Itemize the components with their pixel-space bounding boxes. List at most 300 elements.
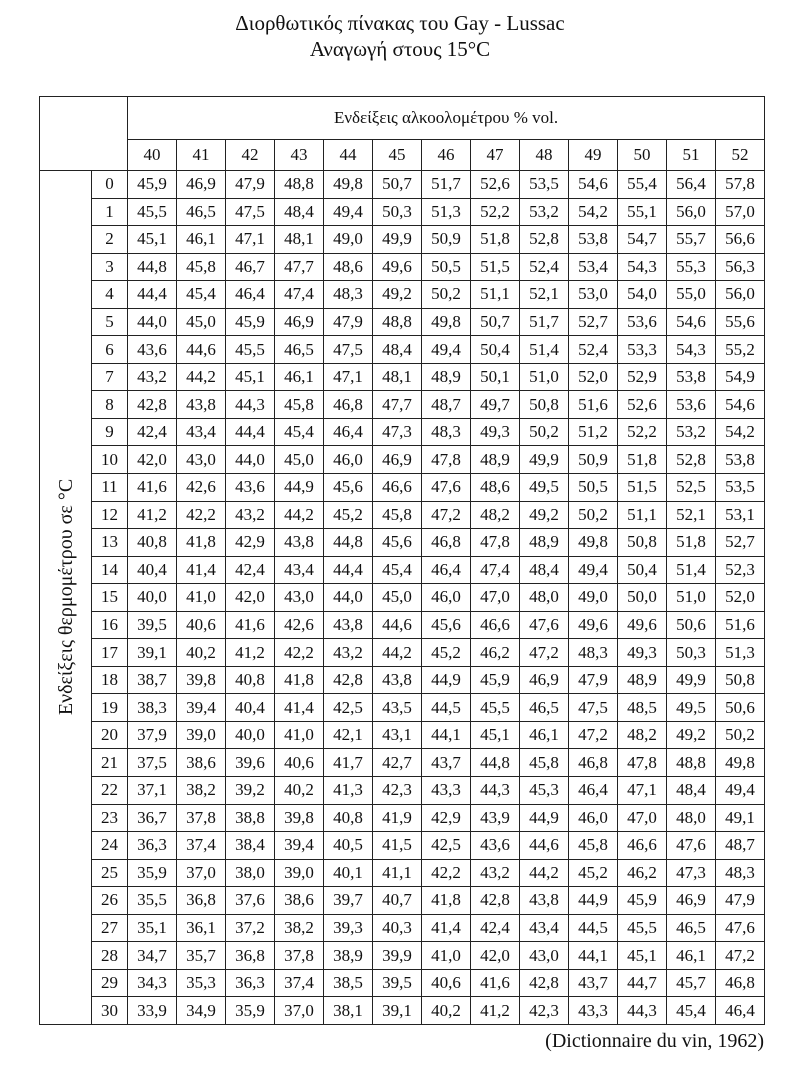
value-cell: 42,6 — [275, 611, 324, 639]
value-cell: 47,2 — [422, 501, 471, 529]
value-cell: 50,9 — [569, 446, 618, 474]
value-cell: 48,9 — [618, 666, 667, 694]
value-cell: 51,1 — [618, 501, 667, 529]
value-cell: 56,3 — [716, 253, 765, 281]
value-cell: 44,3 — [226, 391, 275, 419]
value-cell: 53,1 — [716, 501, 765, 529]
value-cell: 50,2 — [716, 721, 765, 749]
value-cell: 35,5 — [128, 887, 177, 915]
value-cell: 53,5 — [716, 474, 765, 502]
table-row — [40, 749, 765, 777]
value-cell: 50,4 — [471, 336, 520, 364]
value-cell: 49,2 — [373, 281, 422, 309]
value-cell: 52,1 — [520, 281, 569, 309]
value-cell: 43,8 — [177, 391, 226, 419]
value-cell: 44,2 — [520, 859, 569, 887]
value-cell: 44,2 — [177, 363, 226, 391]
value-cell: 44,5 — [569, 914, 618, 942]
value-cell: 43,8 — [373, 666, 422, 694]
value-cell: 53,6 — [667, 391, 716, 419]
column-header: 50 — [618, 140, 667, 171]
value-cell: 53,8 — [569, 226, 618, 254]
value-cell: 53,8 — [716, 446, 765, 474]
value-cell: 53,2 — [667, 418, 716, 446]
column-header: 41 — [177, 140, 226, 171]
value-cell: 38,2 — [177, 777, 226, 805]
value-cell: 51,6 — [716, 611, 765, 639]
source-note: (Dictionnaire du vin, 1962) — [545, 1030, 764, 1052]
table-row — [40, 529, 765, 557]
value-cell: 39,3 — [324, 914, 373, 942]
value-cell: 45,8 — [520, 749, 569, 777]
column-header: 49 — [569, 140, 618, 171]
value-cell: 48,6 — [324, 253, 373, 281]
table-row — [40, 942, 765, 970]
value-cell: 43,6 — [226, 474, 275, 502]
value-cell: 48,3 — [324, 281, 373, 309]
value-cell: 38,3 — [128, 694, 177, 722]
value-cell: 37,8 — [177, 804, 226, 832]
value-cell: 54,2 — [716, 418, 765, 446]
value-cell: 51,6 — [569, 391, 618, 419]
value-cell: 55,4 — [618, 171, 667, 199]
value-cell: 37,4 — [275, 969, 324, 997]
value-cell: 36,8 — [177, 887, 226, 915]
value-cell: 43,5 — [373, 694, 422, 722]
value-cell: 44,9 — [520, 804, 569, 832]
value-cell: 47,5 — [226, 198, 275, 226]
value-cell: 43,9 — [471, 804, 520, 832]
value-cell: 43,4 — [177, 418, 226, 446]
value-cell: 43,2 — [471, 859, 520, 887]
table-row — [40, 914, 765, 942]
corner-cell — [40, 97, 128, 171]
value-cell: 48,8 — [275, 171, 324, 199]
value-cell: 40,4 — [226, 694, 275, 722]
value-cell: 44,0 — [324, 584, 373, 612]
value-cell: 46,5 — [177, 198, 226, 226]
value-cell: 47,2 — [569, 721, 618, 749]
value-cell: 37,5 — [128, 749, 177, 777]
value-cell: 45,1 — [618, 942, 667, 970]
value-cell: 42,9 — [422, 804, 471, 832]
table-row — [40, 391, 765, 419]
value-cell: 46,1 — [520, 721, 569, 749]
value-cell: 51,8 — [618, 446, 667, 474]
value-cell: 51,5 — [471, 253, 520, 281]
value-cell: 44,0 — [226, 446, 275, 474]
value-cell: 43,3 — [422, 777, 471, 805]
value-cell: 40,6 — [275, 749, 324, 777]
value-cell: 45,5 — [618, 914, 667, 942]
value-cell: 52,9 — [618, 363, 667, 391]
value-cell: 40,2 — [177, 639, 226, 667]
value-cell: 46,9 — [275, 308, 324, 336]
value-cell: 42,0 — [226, 584, 275, 612]
column-header: 46 — [422, 140, 471, 171]
value-cell: 50,0 — [618, 584, 667, 612]
value-cell: 48,4 — [667, 777, 716, 805]
value-cell: 43,0 — [177, 446, 226, 474]
value-cell: 33,9 — [128, 997, 177, 1025]
value-cell: 52,7 — [569, 308, 618, 336]
temperature-cell: 7 — [92, 363, 128, 391]
value-cell: 48,4 — [520, 556, 569, 584]
temperature-cell: 29 — [92, 969, 128, 997]
value-cell: 44,5 — [422, 694, 471, 722]
value-cell: 42,8 — [128, 391, 177, 419]
value-cell: 47,2 — [716, 942, 765, 970]
value-cell: 41,9 — [373, 804, 422, 832]
column-header-row — [40, 140, 765, 171]
value-cell: 46,8 — [569, 749, 618, 777]
value-cell: 44,0 — [128, 308, 177, 336]
value-cell: 49,8 — [716, 749, 765, 777]
table-row — [40, 777, 765, 805]
value-cell: 49,3 — [471, 418, 520, 446]
value-cell: 45,4 — [667, 997, 716, 1025]
value-cell: 39,9 — [373, 942, 422, 970]
temperature-cell: 4 — [92, 281, 128, 309]
value-cell: 49,4 — [422, 336, 471, 364]
value-cell: 44,4 — [128, 281, 177, 309]
value-cell: 40,0 — [226, 721, 275, 749]
table-row — [40, 446, 765, 474]
value-cell: 45,9 — [471, 666, 520, 694]
value-cell: 44,6 — [373, 611, 422, 639]
value-cell: 42,2 — [177, 501, 226, 529]
value-cell: 45,8 — [373, 501, 422, 529]
value-cell: 42,4 — [226, 556, 275, 584]
value-cell: 45,8 — [569, 832, 618, 860]
value-cell: 41,4 — [275, 694, 324, 722]
temperature-cell: 1 — [92, 198, 128, 226]
temperature-cell: 14 — [92, 556, 128, 584]
value-cell: 40,2 — [275, 777, 324, 805]
value-cell: 47,7 — [373, 391, 422, 419]
temperature-cell: 6 — [92, 336, 128, 364]
value-cell: 41,4 — [177, 556, 226, 584]
value-cell: 48,1 — [275, 226, 324, 254]
value-cell: 47,8 — [618, 749, 667, 777]
value-cell: 44,2 — [373, 639, 422, 667]
table-row — [40, 721, 765, 749]
value-cell: 37,0 — [177, 859, 226, 887]
value-cell: 49,6 — [569, 611, 618, 639]
temperature-cell: 25 — [92, 859, 128, 887]
value-cell: 43,4 — [275, 556, 324, 584]
value-cell: 39,5 — [128, 611, 177, 639]
value-cell: 45,1 — [471, 721, 520, 749]
value-cell: 50,2 — [569, 501, 618, 529]
value-cell: 55,1 — [618, 198, 667, 226]
value-cell: 49,3 — [618, 639, 667, 667]
value-cell: 41,2 — [226, 639, 275, 667]
temperature-cell: 24 — [92, 832, 128, 860]
value-cell: 48,1 — [373, 363, 422, 391]
value-cell: 40,5 — [324, 832, 373, 860]
value-cell: 35,1 — [128, 914, 177, 942]
value-cell: 53,4 — [569, 253, 618, 281]
table-row — [40, 418, 765, 446]
value-cell: 40,3 — [373, 914, 422, 942]
value-cell: 41,2 — [128, 501, 177, 529]
value-cell: 46,0 — [422, 584, 471, 612]
temperature-cell: 13 — [92, 529, 128, 557]
value-cell: 39,4 — [275, 832, 324, 860]
value-cell: 44,8 — [324, 529, 373, 557]
value-cell: 52,6 — [471, 171, 520, 199]
value-cell: 43,2 — [226, 501, 275, 529]
value-cell: 37,0 — [275, 997, 324, 1025]
value-cell: 46,4 — [716, 997, 765, 1025]
value-cell: 38,0 — [226, 859, 275, 887]
column-caption: Ενδείξεις αλκοολομέτρου % vol. — [128, 97, 765, 140]
value-cell: 35,7 — [177, 942, 226, 970]
value-cell: 45,8 — [275, 391, 324, 419]
value-cell: 54,6 — [716, 391, 765, 419]
value-cell: 48,8 — [667, 749, 716, 777]
value-cell: 50,7 — [471, 308, 520, 336]
value-cell: 53,2 — [520, 198, 569, 226]
value-cell: 50,8 — [618, 529, 667, 557]
value-cell: 46,0 — [569, 804, 618, 832]
value-cell: 48,4 — [373, 336, 422, 364]
table-row — [40, 666, 765, 694]
value-cell: 50,5 — [422, 253, 471, 281]
value-cell: 47,0 — [618, 804, 667, 832]
value-cell: 47,4 — [275, 281, 324, 309]
value-cell: 45,5 — [226, 336, 275, 364]
temperature-cell: 22 — [92, 777, 128, 805]
value-cell: 45,6 — [324, 474, 373, 502]
value-cell: 51,0 — [667, 584, 716, 612]
value-cell: 39,8 — [177, 666, 226, 694]
value-cell: 40,2 — [422, 997, 471, 1025]
value-cell: 40,8 — [226, 666, 275, 694]
value-cell: 45,9 — [128, 171, 177, 199]
value-cell: 48,3 — [422, 418, 471, 446]
table-row — [40, 611, 765, 639]
table-row — [40, 804, 765, 832]
value-cell: 44,3 — [471, 777, 520, 805]
value-cell: 45,0 — [373, 584, 422, 612]
value-cell: 38,8 — [226, 804, 275, 832]
value-cell: 45,3 — [520, 777, 569, 805]
temperature-cell: 2 — [92, 226, 128, 254]
value-cell: 48,3 — [569, 639, 618, 667]
value-cell: 43,6 — [471, 832, 520, 860]
column-header: 47 — [471, 140, 520, 171]
value-cell: 52,5 — [667, 474, 716, 502]
value-cell: 54,2 — [569, 198, 618, 226]
value-cell: 49,8 — [569, 529, 618, 557]
value-cell: 43,8 — [324, 611, 373, 639]
value-cell: 55,7 — [667, 226, 716, 254]
value-cell: 47,6 — [667, 832, 716, 860]
value-cell: 48,9 — [520, 529, 569, 557]
value-cell: 39,2 — [226, 777, 275, 805]
column-header: 44 — [324, 140, 373, 171]
value-cell: 44,1 — [569, 942, 618, 970]
value-cell: 42,2 — [275, 639, 324, 667]
value-cell: 48,2 — [471, 501, 520, 529]
value-cell: 46,9 — [667, 887, 716, 915]
temperature-cell: 0 — [92, 171, 128, 199]
value-cell: 47,4 — [471, 556, 520, 584]
value-cell: 49,0 — [324, 226, 373, 254]
table-row — [40, 997, 765, 1025]
column-header: 48 — [520, 140, 569, 171]
value-cell: 52,2 — [618, 418, 667, 446]
value-cell: 42,6 — [177, 474, 226, 502]
value-cell: 50,7 — [373, 171, 422, 199]
value-cell: 50,5 — [569, 474, 618, 502]
value-cell: 43,0 — [275, 584, 324, 612]
value-cell: 39,1 — [128, 639, 177, 667]
value-cell: 37,4 — [177, 832, 226, 860]
value-cell: 48,7 — [716, 832, 765, 860]
value-cell: 46,6 — [618, 832, 667, 860]
row-caption: Ενδείξεις θερμομέτρου σε °C — [54, 479, 77, 716]
value-cell: 46,1 — [177, 226, 226, 254]
value-cell: 44,2 — [275, 501, 324, 529]
value-cell: 38,2 — [275, 914, 324, 942]
value-cell: 37,9 — [128, 721, 177, 749]
value-cell: 51,5 — [618, 474, 667, 502]
value-cell: 45,5 — [128, 198, 177, 226]
value-cell: 46,7 — [226, 253, 275, 281]
value-cell: 46,8 — [716, 969, 765, 997]
value-cell: 42,7 — [373, 749, 422, 777]
value-cell: 50,1 — [471, 363, 520, 391]
value-cell: 46,4 — [226, 281, 275, 309]
value-cell: 51,3 — [422, 198, 471, 226]
value-cell: 43,6 — [128, 336, 177, 364]
value-cell: 49,1 — [716, 804, 765, 832]
value-cell: 45,0 — [275, 446, 324, 474]
value-cell: 49,4 — [716, 777, 765, 805]
value-cell: 46,9 — [520, 666, 569, 694]
value-cell: 45,4 — [373, 556, 422, 584]
value-cell: 47,6 — [422, 474, 471, 502]
temperature-cell: 28 — [92, 942, 128, 970]
value-cell: 52,8 — [520, 226, 569, 254]
value-cell: 41,8 — [275, 666, 324, 694]
value-cell: 42,5 — [324, 694, 373, 722]
temperature-cell: 18 — [92, 666, 128, 694]
value-cell: 51,0 — [520, 363, 569, 391]
value-cell: 48,0 — [667, 804, 716, 832]
value-cell: 46,4 — [324, 418, 373, 446]
value-cell: 40,6 — [422, 969, 471, 997]
value-cell: 51,3 — [716, 639, 765, 667]
value-cell: 40,8 — [128, 529, 177, 557]
value-cell: 41,1 — [373, 859, 422, 887]
value-cell: 49,8 — [422, 308, 471, 336]
value-cell: 43,1 — [373, 721, 422, 749]
value-cell: 41,2 — [471, 997, 520, 1025]
value-cell: 49,5 — [520, 474, 569, 502]
column-header: 45 — [373, 140, 422, 171]
value-cell: 38,4 — [226, 832, 275, 860]
value-cell: 49,6 — [618, 611, 667, 639]
temperature-cell: 27 — [92, 914, 128, 942]
value-cell: 49,9 — [373, 226, 422, 254]
table-row — [40, 308, 765, 336]
table-row — [40, 556, 765, 584]
value-cell: 51,4 — [520, 336, 569, 364]
value-cell: 36,7 — [128, 804, 177, 832]
value-cell: 39,0 — [177, 721, 226, 749]
value-cell: 46,6 — [471, 611, 520, 639]
value-cell: 50,2 — [520, 418, 569, 446]
table-row — [40, 501, 765, 529]
value-cell: 49,8 — [324, 171, 373, 199]
value-cell: 47,3 — [667, 859, 716, 887]
value-cell: 55,2 — [716, 336, 765, 364]
value-cell: 47,2 — [520, 639, 569, 667]
value-cell: 40,8 — [324, 804, 373, 832]
value-cell: 46,2 — [471, 639, 520, 667]
value-cell: 48,2 — [618, 721, 667, 749]
temperature-cell: 9 — [92, 418, 128, 446]
title-block — [0, 10, 800, 62]
table-row — [40, 474, 765, 502]
temperature-cell: 20 — [92, 721, 128, 749]
value-cell: 50,3 — [667, 639, 716, 667]
value-cell: 47,3 — [373, 418, 422, 446]
value-cell: 51,4 — [667, 556, 716, 584]
temperature-cell: 23 — [92, 804, 128, 832]
table-row — [40, 363, 765, 391]
value-cell: 57,0 — [716, 198, 765, 226]
value-cell: 38,5 — [324, 969, 373, 997]
value-cell: 45,2 — [569, 859, 618, 887]
value-cell: 38,9 — [324, 942, 373, 970]
table-row — [40, 694, 765, 722]
value-cell: 36,8 — [226, 942, 275, 970]
value-cell: 43,7 — [569, 969, 618, 997]
value-cell: 49,6 — [373, 253, 422, 281]
temperature-cell: 11 — [92, 474, 128, 502]
value-cell: 46,9 — [373, 446, 422, 474]
value-cell: 39,4 — [177, 694, 226, 722]
value-cell: 38,1 — [324, 997, 373, 1025]
value-cell: 50,8 — [520, 391, 569, 419]
value-cell: 54,6 — [569, 171, 618, 199]
value-cell: 41,6 — [471, 969, 520, 997]
value-cell: 47,0 — [471, 584, 520, 612]
temperature-cell: 8 — [92, 391, 128, 419]
value-cell: 41,8 — [177, 529, 226, 557]
value-cell: 49,2 — [520, 501, 569, 529]
temperature-cell: 15 — [92, 584, 128, 612]
value-cell: 54,7 — [618, 226, 667, 254]
value-cell: 52,1 — [667, 501, 716, 529]
value-cell: 42,4 — [471, 914, 520, 942]
value-cell: 52,4 — [569, 336, 618, 364]
value-cell: 39,0 — [275, 859, 324, 887]
value-cell: 43,2 — [324, 639, 373, 667]
value-cell: 48,6 — [471, 474, 520, 502]
value-cell: 51,8 — [667, 529, 716, 557]
value-cell: 45,9 — [618, 887, 667, 915]
value-cell: 48,5 — [618, 694, 667, 722]
value-cell: 53,0 — [569, 281, 618, 309]
value-cell: 52,3 — [716, 556, 765, 584]
value-cell: 47,1 — [618, 777, 667, 805]
